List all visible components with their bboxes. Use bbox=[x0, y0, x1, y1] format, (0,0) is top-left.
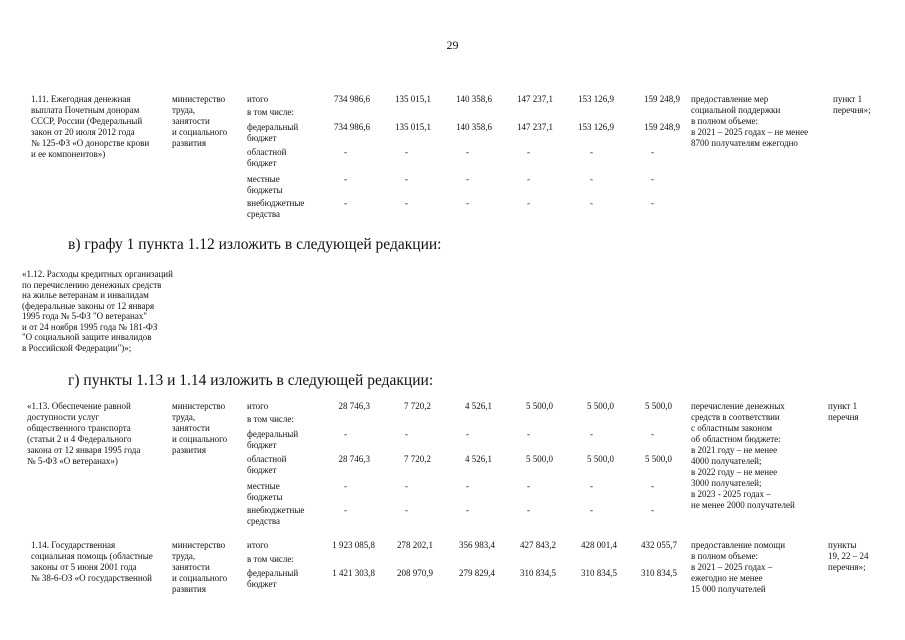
section-heading-v: в) графу 1 пункта 1.12 изложить в следующей редакции: bbox=[68, 236, 442, 253]
value-cell: 1 421 303,8 bbox=[332, 568, 375, 578]
value-cell: 5 500,0 bbox=[645, 401, 672, 411]
value-cell: 159 248,9 bbox=[644, 94, 680, 104]
list-reference: пункт 1 перечня bbox=[828, 401, 859, 422]
value-cell: - bbox=[651, 174, 654, 184]
value-cell: 734 986,6 bbox=[334, 94, 370, 104]
value-cell: 356 983,4 bbox=[459, 540, 495, 550]
item-description: 1.14. Государственная социальная помощь (областные законы от 5 июня 2001 года № 38-6-ОЗ «О государственной bbox=[31, 540, 153, 583]
value-cell: - bbox=[405, 481, 408, 491]
value-cell: 7 720,2 bbox=[404, 401, 431, 411]
table-row-1-11 bbox=[0, 94, 905, 224]
value-cell: - bbox=[527, 505, 530, 515]
value-cell: - bbox=[344, 481, 347, 491]
expected-result: предоставление помощи в полном объеме: в 2021 – 2025 годах – ежегодно не менее 15 000 получателей bbox=[691, 540, 786, 594]
value-cell: 5 500,0 bbox=[526, 401, 553, 411]
value-cell: - bbox=[466, 147, 469, 157]
value-cell: - bbox=[466, 481, 469, 491]
source-label: федеральный бюджет bbox=[247, 429, 299, 450]
value-cell: - bbox=[651, 481, 654, 491]
value-cell: 428 001,4 bbox=[581, 540, 617, 550]
value-cell: - bbox=[527, 429, 530, 439]
value-cell: - bbox=[344, 429, 347, 439]
value-cell: 4 526,1 bbox=[465, 454, 492, 464]
source-label: внебюджетные средства bbox=[247, 198, 305, 219]
source-label: областной бюджет bbox=[247, 147, 287, 168]
value-cell: 135 015,1 bbox=[395, 94, 431, 104]
value-cell: 147 237,1 bbox=[517, 122, 553, 132]
value-cell: - bbox=[405, 505, 408, 515]
value-cell: 7 720,2 bbox=[404, 454, 431, 464]
value-cell: - bbox=[466, 174, 469, 184]
source-label: местные бюджеты bbox=[247, 174, 283, 195]
section-heading-g: г) пункты 1.13 и 1.14 изложить в следующей редакции: bbox=[68, 372, 434, 389]
value-cell: - bbox=[590, 481, 593, 491]
value-cell: - bbox=[651, 505, 654, 515]
value-cell: - bbox=[590, 429, 593, 439]
value-cell: 159 248,9 bbox=[644, 122, 680, 132]
value-cell: - bbox=[405, 147, 408, 157]
value-cell: 5 500,0 bbox=[587, 401, 614, 411]
value-cell: - bbox=[527, 198, 530, 208]
source-label: в том числе: bbox=[247, 554, 294, 564]
value-cell: 278 202,1 bbox=[397, 540, 433, 550]
value-cell: 153 126,9 bbox=[578, 94, 614, 104]
value-cell: 5 500,0 bbox=[587, 454, 614, 464]
value-cell: - bbox=[651, 429, 654, 439]
expected-result: предоставление мер социальной поддержки в полном объеме: в 2021 – 2025 годах – не менее 8700 получателям ежегодно bbox=[691, 94, 809, 148]
value-cell: - bbox=[527, 147, 530, 157]
expected-result: перечисление денежных средств в соответствии с областным законом об областном бюджете: в 2021 году – не менее 4000 получателей; в 2022 году – не менее 3000 получателей; в 2023 - 2025 годах – не менее 2000 получателей bbox=[691, 401, 795, 510]
list-reference: пункт 1 перечня»; bbox=[833, 94, 871, 115]
value-cell: - bbox=[405, 174, 408, 184]
value-cell: - bbox=[590, 198, 593, 208]
value-cell: 310 834,5 bbox=[641, 568, 677, 578]
source-label: в том числе: bbox=[247, 107, 294, 117]
item-description: «1.13. Обеспечение равной доступности услуг общественного транспорта (статьи 2 и 4 Федерального закона от 12 января 1995 года № 5-ФЗ «О ветеранах») bbox=[27, 401, 141, 466]
value-cell: 28 746,3 bbox=[338, 401, 370, 411]
value-cell: 140 358,6 bbox=[456, 122, 492, 132]
value-cell: - bbox=[344, 174, 347, 184]
value-cell: - bbox=[344, 147, 347, 157]
value-cell: 1 923 085,8 bbox=[332, 540, 375, 550]
quote-1-12: «1.12. Расходы кредитных организаций по перечислению денежных средств на жилье ветеранам и инвалидам (федеральные законы от 12 января 1995 года № 5-ФЗ "О ветеранах" и от 24 ноября 1995 года № 181-ФЗ "О социальной защите инвалидов в Российской Федерации")»; bbox=[22, 269, 173, 353]
source-label: внебюджетные средства bbox=[247, 505, 305, 526]
value-cell: 135 015,1 bbox=[395, 122, 431, 132]
value-cell: 310 834,5 bbox=[520, 568, 556, 578]
table-row-1-14 bbox=[0, 540, 905, 636]
value-cell: - bbox=[405, 429, 408, 439]
value-cell: - bbox=[466, 429, 469, 439]
value-cell: 432 055,7 bbox=[641, 540, 677, 550]
source-label: итого bbox=[247, 540, 269, 550]
value-cell: - bbox=[405, 198, 408, 208]
page-number: 29 bbox=[446, 38, 459, 52]
value-cell: 28 746,3 bbox=[338, 454, 370, 464]
item-executor: министерство труда, занятости и социального развития bbox=[172, 94, 228, 148]
value-cell: - bbox=[527, 174, 530, 184]
value-cell: - bbox=[527, 481, 530, 491]
value-cell: - bbox=[651, 198, 654, 208]
value-cell: - bbox=[466, 198, 469, 208]
value-cell: 5 500,0 bbox=[526, 454, 553, 464]
source-label: местные бюджеты bbox=[247, 481, 283, 502]
value-cell: 4 526,1 bbox=[465, 401, 492, 411]
value-cell: 5 500,0 bbox=[645, 454, 672, 464]
value-cell: 310 834,5 bbox=[581, 568, 617, 578]
value-cell: 427 843,2 bbox=[520, 540, 556, 550]
value-cell: - bbox=[344, 505, 347, 515]
item-executor: министерство труда, занятости и социального развития bbox=[172, 401, 228, 455]
value-cell: - bbox=[590, 147, 593, 157]
value-cell: 279 829,4 bbox=[459, 568, 495, 578]
value-cell: - bbox=[651, 147, 654, 157]
source-label: в том числе: bbox=[247, 414, 294, 424]
source-label: федеральный бюджет bbox=[247, 568, 299, 589]
value-cell: - bbox=[590, 174, 593, 184]
value-cell: - bbox=[344, 198, 347, 208]
source-label: итого bbox=[247, 94, 269, 104]
value-cell: 208 970,9 bbox=[397, 568, 433, 578]
source-label: областной бюджет bbox=[247, 454, 287, 475]
item-executor: министерство труда, занятости и социального развития bbox=[172, 540, 228, 594]
value-cell: 140 358,6 bbox=[456, 94, 492, 104]
list-reference: пункты 19, 22 – 24 перечня»; bbox=[828, 540, 869, 572]
item-description: 1.11. Ежегодная денежная выплата Почетным донорам СССР, России (Федеральный закон от 20 июля 2012 года № 125-ФЗ «О донорстве крови и ее компонентов») bbox=[31, 94, 150, 159]
source-label: федеральный бюджет bbox=[247, 122, 299, 143]
value-cell: - bbox=[466, 505, 469, 515]
value-cell: 147 237,1 bbox=[517, 94, 553, 104]
table-row-1-13 bbox=[0, 401, 905, 531]
value-cell: 734 986,6 bbox=[334, 122, 370, 132]
value-cell: 153 126,9 bbox=[578, 122, 614, 132]
source-label: итого bbox=[247, 401, 269, 411]
value-cell: - bbox=[590, 505, 593, 515]
